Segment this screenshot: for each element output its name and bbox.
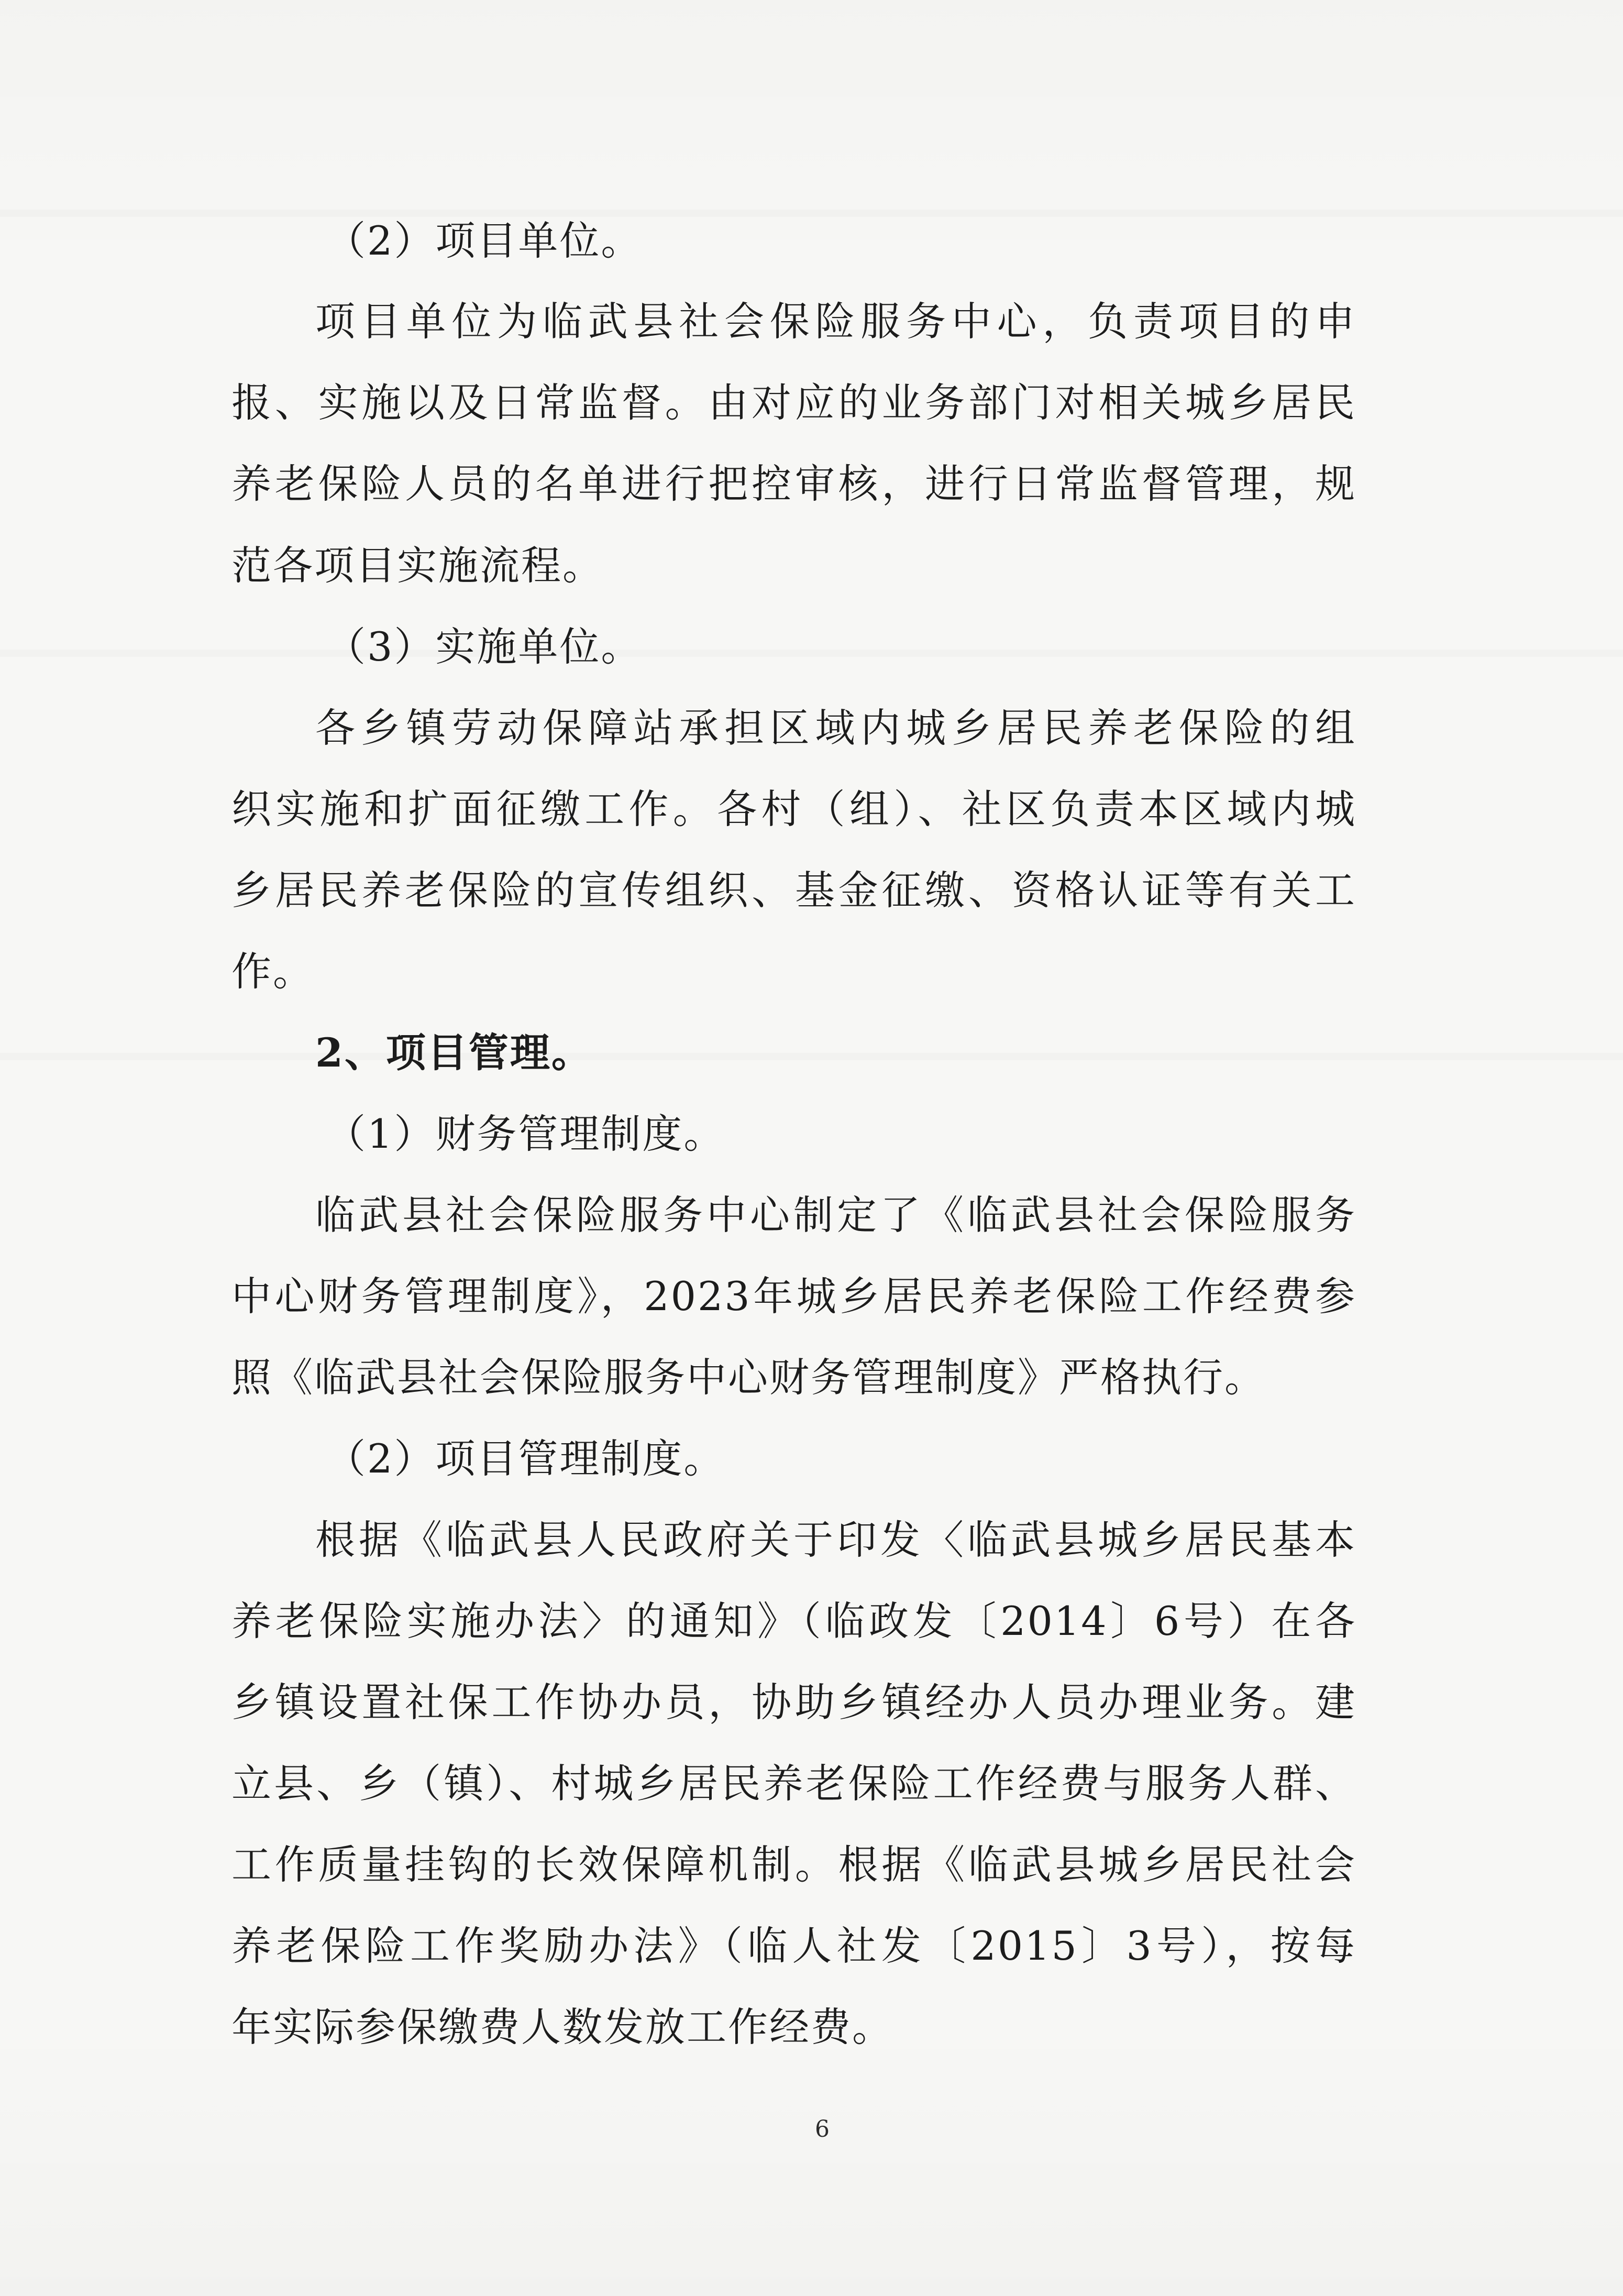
paragraph-line: 立县、乡（镇）、村城乡居民养老保险工作经费与服务人群、 xyxy=(231,1760,1356,1807)
paragraph-line: 报、实施以及日常监督。由对应的业务部门对相关城乡居民 xyxy=(231,379,1356,426)
paragraph-line: 养老保险工作奖励办法》（临人社发〔2015〕3号），按每 xyxy=(231,1923,1356,1969)
scan-artifact xyxy=(0,650,1623,657)
paragraph-line: 织实施和扩面征缴工作。各村（组）、社区负责本区域内城 xyxy=(231,786,1356,832)
paragraph-line: 各乡镇劳动保障站承担区域内城乡居民养老保险的组 xyxy=(315,705,1356,751)
paragraph-line: 根据《临武县人民政府关于印发〈临武县城乡居民基本 xyxy=(315,1517,1356,1563)
paragraph-line: 年实际参保缴费人数发放工作经费。 xyxy=(231,2004,893,2050)
paragraph-line: 项目单位为临武县社会保险服务中心，负责项目的申 xyxy=(315,298,1356,345)
paragraph-line: 临武县社会保险服务中心制定了《临武县社会保险服务 xyxy=(315,1192,1356,1238)
section-heading-project-unit: （2）项目单位。 xyxy=(326,217,643,264)
paragraph-line: 乡居民养老保险的宣传组织、基金征缴、资格认证等有关工 xyxy=(231,867,1356,914)
paragraph-line: 乡镇设置社保工作协办员，协助乡镇经办人员办理业务。建 xyxy=(231,1679,1356,1726)
paragraph-line: 养老保险人员的名单进行把控审核，进行日常监督管理，规 xyxy=(231,460,1356,507)
subsection-heading-financial-management: （1）财务管理制度。 xyxy=(326,1111,725,1157)
paragraph-line: 中心财务管理制度》，2023年城乡居民养老保险工作经费参 xyxy=(231,1273,1356,1320)
section-heading-project-management: 2、项目管理。 xyxy=(315,1029,593,1076)
section-heading-implementing-unit: （3）实施单位。 xyxy=(326,623,643,670)
paragraph-line: 养老保险实施办法〉的通知》（临政发〔2014〕6号）在各 xyxy=(231,1598,1356,1644)
subsection-heading-project-management-system: （2）项目管理制度。 xyxy=(326,1435,725,1482)
paragraph-line: 工作质量挂钩的长效保障机制。根据《临武县城乡居民社会 xyxy=(231,1841,1356,1888)
scan-artifact xyxy=(0,210,1623,217)
paragraph-line: 范各项目实施流程。 xyxy=(231,542,604,589)
page-number: 6 xyxy=(815,2116,830,2143)
paragraph-line: 作。 xyxy=(231,948,314,995)
scan-artifact xyxy=(0,1053,1623,1060)
paragraph-line: 照《临武县社会保险服务中心财务管理制度》严格执行。 xyxy=(231,1354,1266,1401)
